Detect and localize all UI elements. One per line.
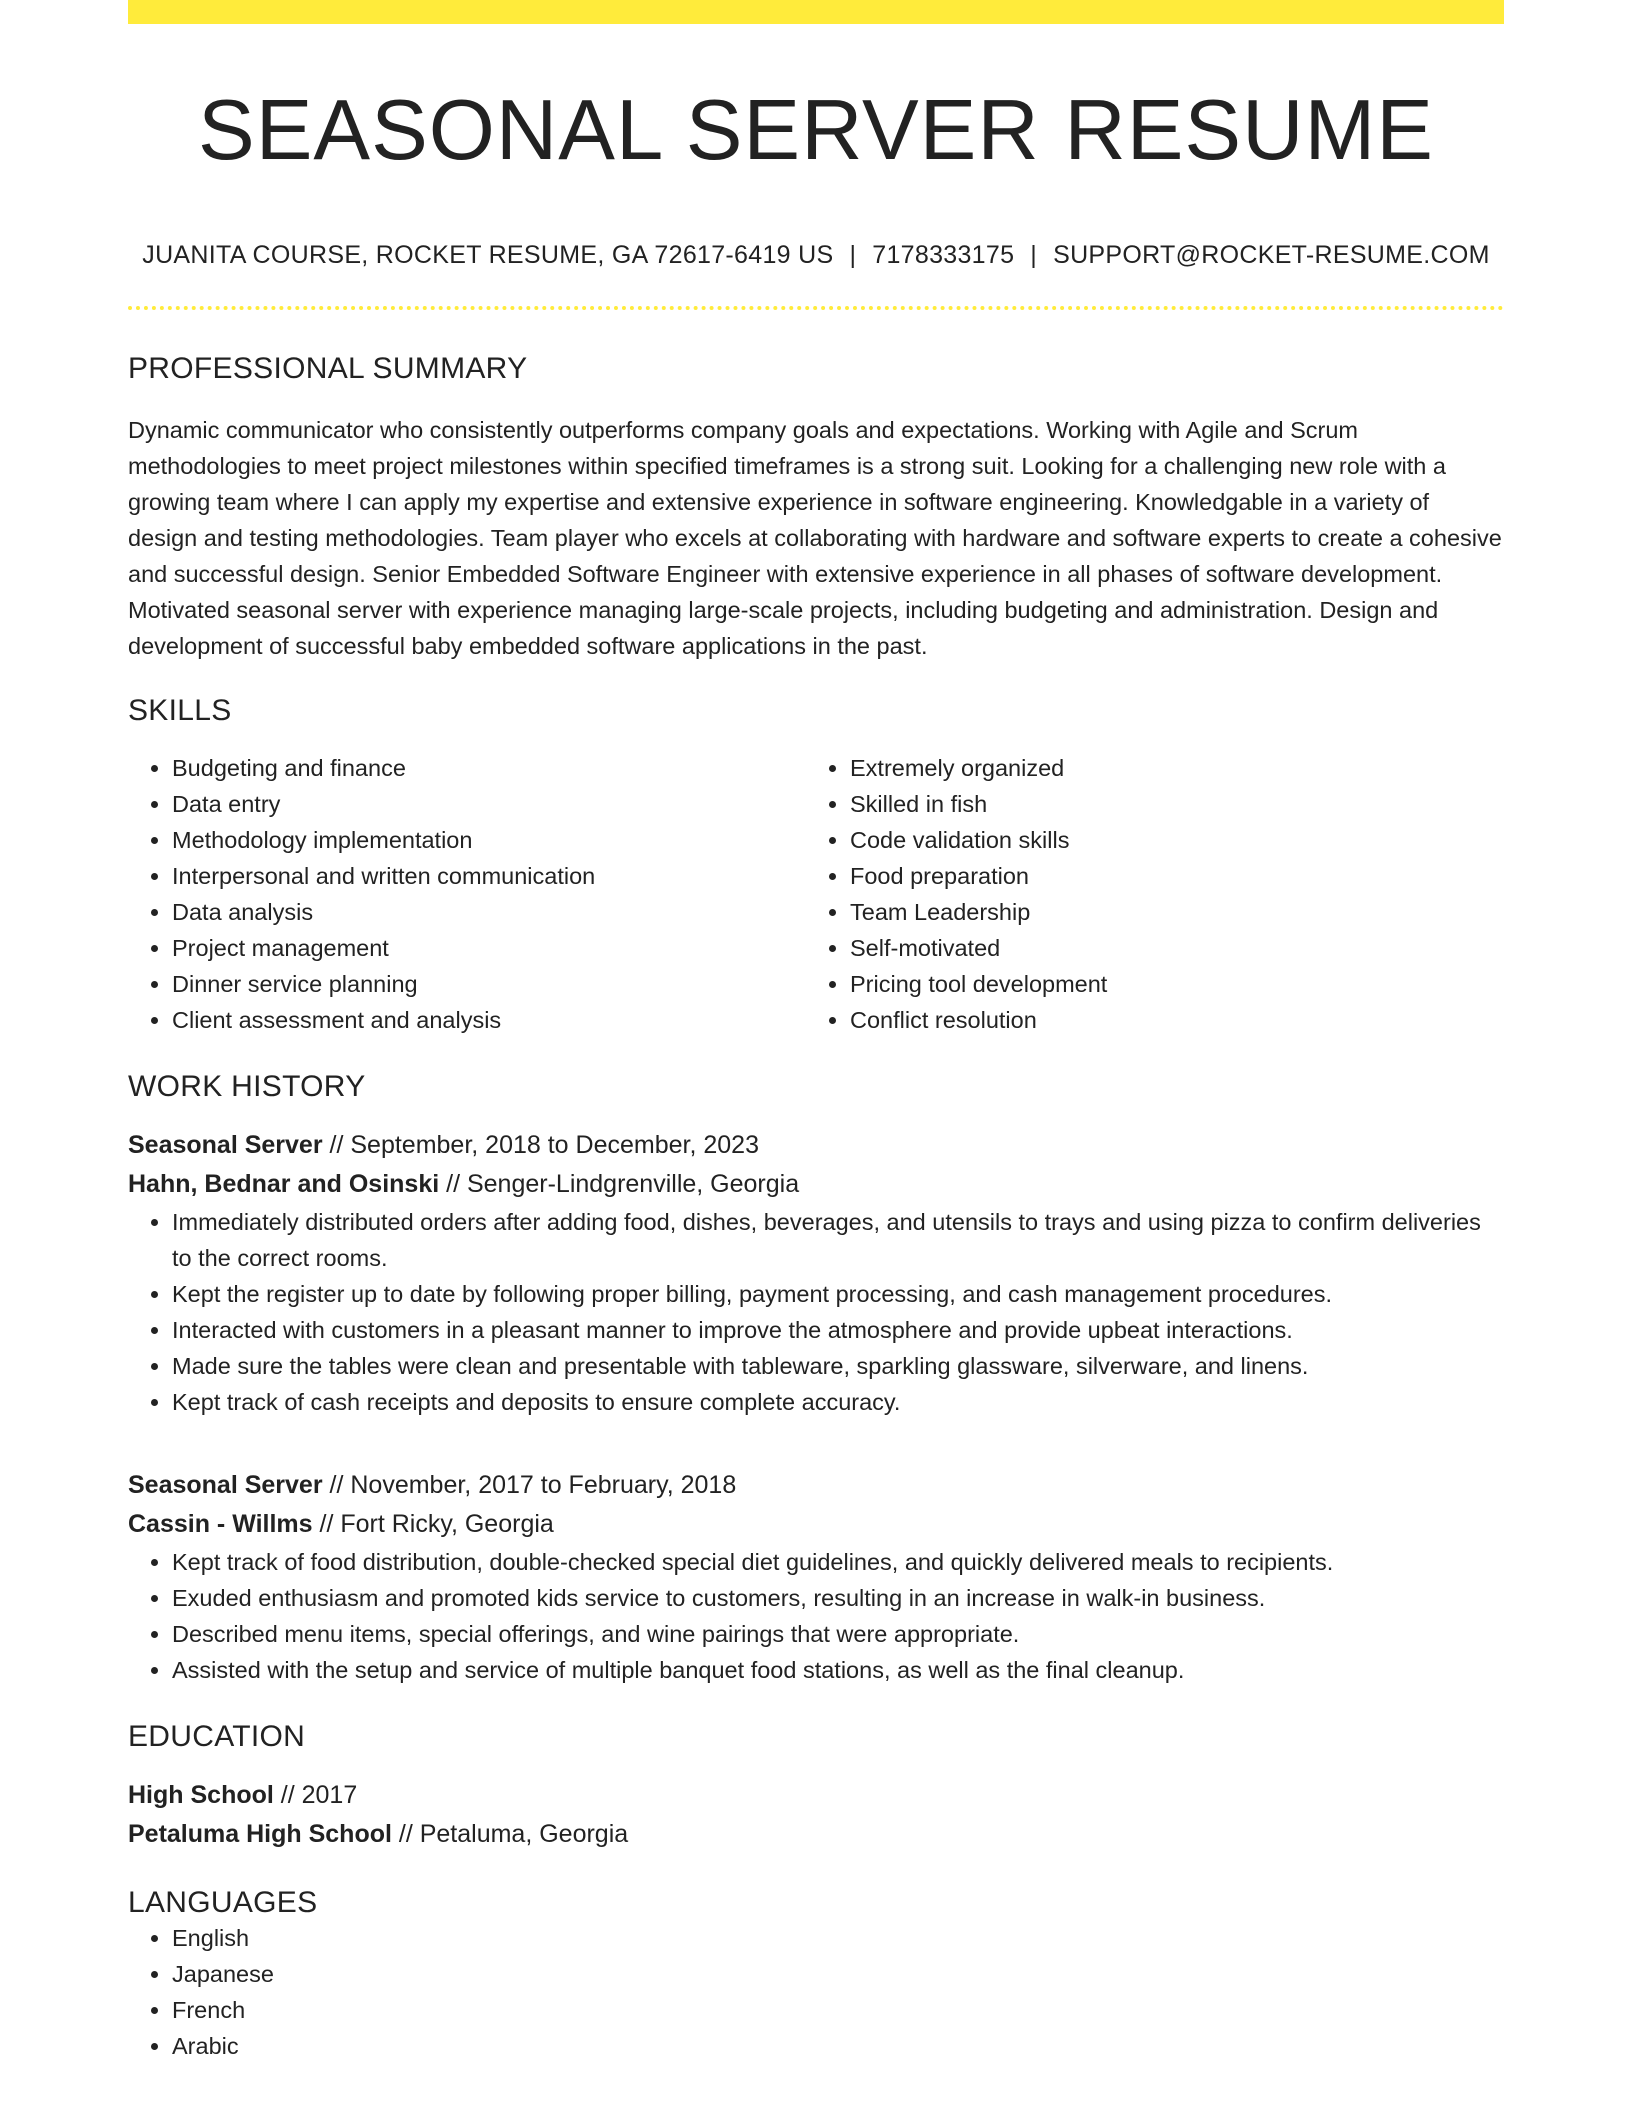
skill-item: • Conflict resolution: [850, 1002, 1484, 1038]
education-degree-line: [128, 1776, 1504, 1815]
job-company: Hahn, Bednar and Osinski: [128, 1169, 440, 1198]
job-title-line: [128, 1126, 1504, 1165]
resume-page: [128, 0, 1504, 2064]
job-duty: • Interacted with customers in a pleasant manner to improve the atmosphere and provide upbeat interactions.: [172, 1312, 1504, 1348]
job-company-line: [128, 1165, 1504, 1204]
job-location: // Fort Ricky, Georgia: [312, 1509, 554, 1538]
education-entry: [128, 1776, 1504, 1854]
language-item: • French: [172, 1992, 1504, 2028]
accent-top-bar: [128, 0, 1504, 24]
job-duty: • Kept the register up to date by following proper billing, payment processing, and cash management procedures.: [172, 1276, 1504, 1312]
skill-item: • Project management: [172, 930, 806, 966]
work-history-heading: WORK HISTORY: [128, 1069, 366, 1103]
skills-heading: SKILLS: [128, 693, 232, 727]
language-item: • English: [172, 1920, 1504, 1956]
summary-heading: PROFESSIONAL SUMMARY: [128, 351, 528, 385]
education-heading: EDUCATION: [128, 1719, 306, 1753]
skill-item: • Data analysis: [172, 894, 806, 930]
contact-email: SUPPORT@ROCKET-RESUME.COM: [1053, 240, 1490, 269]
job-dates: // September, 2018 to December, 2023: [322, 1130, 759, 1159]
dotted-divider: [128, 306, 1504, 310]
job-entry: [128, 1466, 1504, 1688]
contact-address: JUANITA COURSE, ROCKET RESUME, GA 72617-6419 US: [142, 240, 834, 269]
education-school-line: [128, 1815, 1504, 1854]
contact-line: [128, 241, 1504, 270]
job-title: Seasonal Server: [128, 1130, 323, 1159]
job-duties-list: [128, 1204, 1504, 1420]
contact-phone: 7178333175: [872, 240, 1015, 269]
skills-column-left: [128, 750, 806, 1038]
language-item: • Arabic: [172, 2028, 1504, 2064]
education-year: // 2017: [273, 1780, 358, 1809]
skill-item: • Self-motivated: [850, 930, 1484, 966]
job-dates: // November, 2017 to February, 2018: [322, 1470, 737, 1499]
skill-item: • Food preparation: [850, 858, 1484, 894]
job-duty: • Kept track of food distribution, double-checked special diet guidelines, and quickly delivered meals to recipients.: [172, 1544, 1504, 1580]
job-company: Cassin - Willms: [128, 1509, 313, 1538]
languages-list: [128, 1920, 1504, 2064]
skill-item: • Dinner service planning: [172, 966, 806, 1002]
job-duty: • Immediately distributed orders after adding food, dishes, beverages, and utensils to trays and using pizza to confirm deliveries to the correct rooms.: [172, 1204, 1504, 1276]
job-duty: • Described menu items, special offerings, and wine pairings that were appropriate.: [172, 1616, 1504, 1652]
education-school: Petaluma High School: [128, 1819, 392, 1848]
job-duty: • Kept track of cash receipts and deposits to ensure complete accuracy.: [172, 1384, 1504, 1420]
job-entry: [128, 1126, 1504, 1420]
skill-item: • Methodology implementation: [172, 822, 806, 858]
skill-item: • Team Leadership: [850, 894, 1484, 930]
job-location: // Senger-Lindgrenville, Georgia: [439, 1169, 800, 1198]
skill-item: • Skilled in fish: [850, 786, 1484, 822]
education-location: // Petaluma, Georgia: [391, 1819, 629, 1848]
summary-text: Dynamic communicator who consistently outperforms company goals and expectations. Working with Agile and Scrum methodologies to meet project milestones within specified timeframes is a strong suit. Looking for a challenging new role with a growing team where I can apply my expertise and extensive experience in software engineering. Knowledgable in a variety of design and testing methodologies. Team player who excels at collaborating with hardware and software experts to create a cohesive and successful design. Senior Embedded Software Engineer with extensive experience in all phases of software development. Motivated seasonal server with experience managing large-scale projects, including budgeting and administration. Design and development of successful baby embedded software applications in the past.: [128, 416, 1502, 659]
job-duty: • Assisted with the setup and service of multiple banquet food stations, as well as the final cleanup.: [172, 1652, 1504, 1688]
job-duty: • Made sure the tables were clean and presentable with tableware, sparkling glassware, silverware, and linens.: [172, 1348, 1504, 1384]
skill-item: • Extremely organized: [850, 750, 1484, 786]
job-duties-list: [128, 1544, 1504, 1688]
education-degree: High School: [128, 1780, 274, 1809]
skill-item: • Code validation skills: [850, 822, 1484, 858]
contact-separator: |: [1030, 240, 1038, 269]
job-title-line: [128, 1466, 1504, 1505]
skill-item: • Pricing tool development: [850, 966, 1484, 1002]
languages-heading: LANGUAGES: [128, 1885, 318, 1919]
job-duty: • Exuded enthusiasm and promoted kids service to customers, resulting in an increase in walk-in business.: [172, 1580, 1504, 1616]
job-title: Seasonal Server: [128, 1470, 323, 1499]
skill-item: • Data entry: [172, 786, 806, 822]
job-company-line: [128, 1505, 1504, 1544]
language-item: • Japanese: [172, 1956, 1504, 1992]
skills-column-right: [806, 750, 1484, 1038]
skill-item: • Budgeting and finance: [172, 750, 806, 786]
skill-item: • Interpersonal and written communication: [172, 858, 806, 894]
resume-title: SEASONAL SERVER RESUME: [198, 83, 1434, 178]
skills-list: [128, 750, 1504, 1038]
skill-item: • Client assessment and analysis: [172, 1002, 806, 1038]
contact-separator: |: [849, 240, 857, 269]
